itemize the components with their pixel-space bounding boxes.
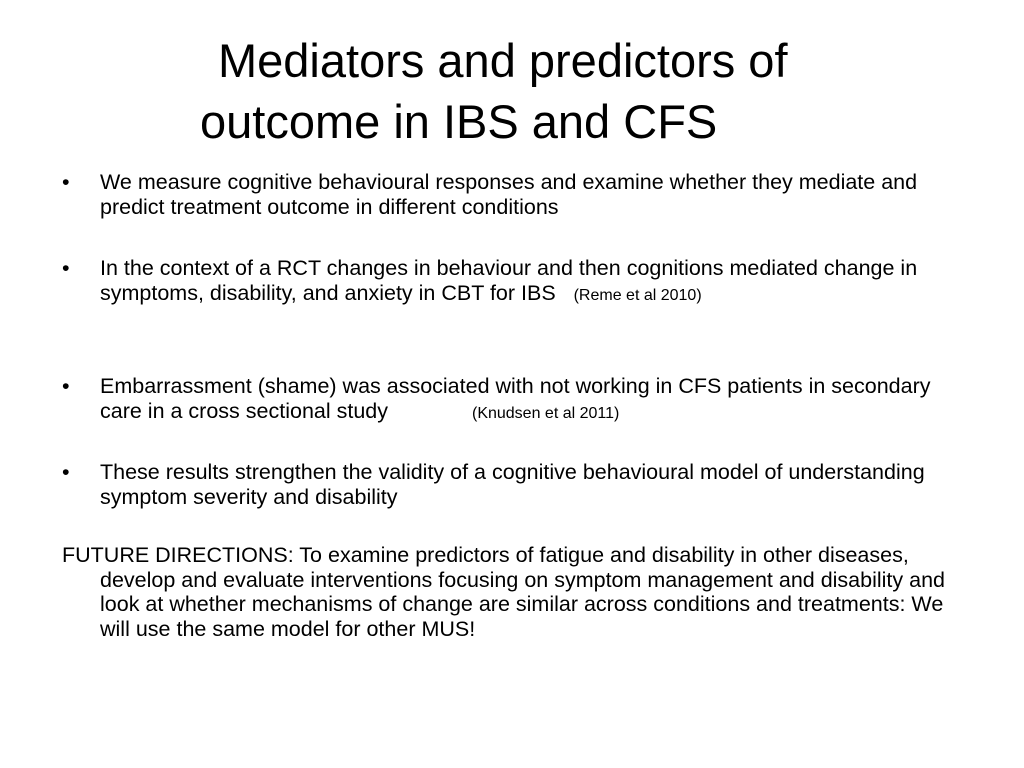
bullet-marker: •: [62, 374, 70, 398]
bullet-text: These results strengthen the validity of a cognitive behavioural model of understanding symptom severity and disability: [100, 460, 925, 509]
bullet-item: [62, 256, 972, 308]
bullet-item: [62, 374, 972, 426]
citation: (Reme et al 2010): [573, 286, 702, 304]
bullet-item: [62, 170, 972, 219]
bullet-text: In the context of a RCT changes in behaviour and then cognitions mediated change in symptoms, disability, and anxiety in CBT for IBS: [100, 256, 918, 305]
slide-title-line-1: Mediators and predictors of: [218, 34, 788, 87]
bullet-marker: •: [62, 460, 70, 484]
bullet-item: [62, 460, 972, 509]
bullet-marker: •: [62, 256, 70, 280]
bullet-marker: •: [62, 170, 70, 194]
slide-body: [62, 170, 972, 641]
bullet-text: Embarrassment (shame) was associated with not working in CFS patients in secondary care in a cross sectional study: [100, 374, 931, 423]
future-directions-text: FUTURE DIRECTIONS: To examine predictors of fatigue and disability in other diseases, develop and evaluate interventions focusing on symptom management and disability and look at whether mechanisms of change are similar across conditions and treatments: We will use the same model for other MUS!: [62, 543, 945, 641]
bullet-text: We measure cognitive behavioural responses and examine whether they mediate and predict treatment outcome in different conditions: [100, 170, 918, 219]
citation: (Knudsen et al 2011): [471, 404, 620, 422]
slide-title-line-2: outcome in IBS and CFS: [200, 95, 718, 148]
slide-title: [0, 30, 1024, 152]
